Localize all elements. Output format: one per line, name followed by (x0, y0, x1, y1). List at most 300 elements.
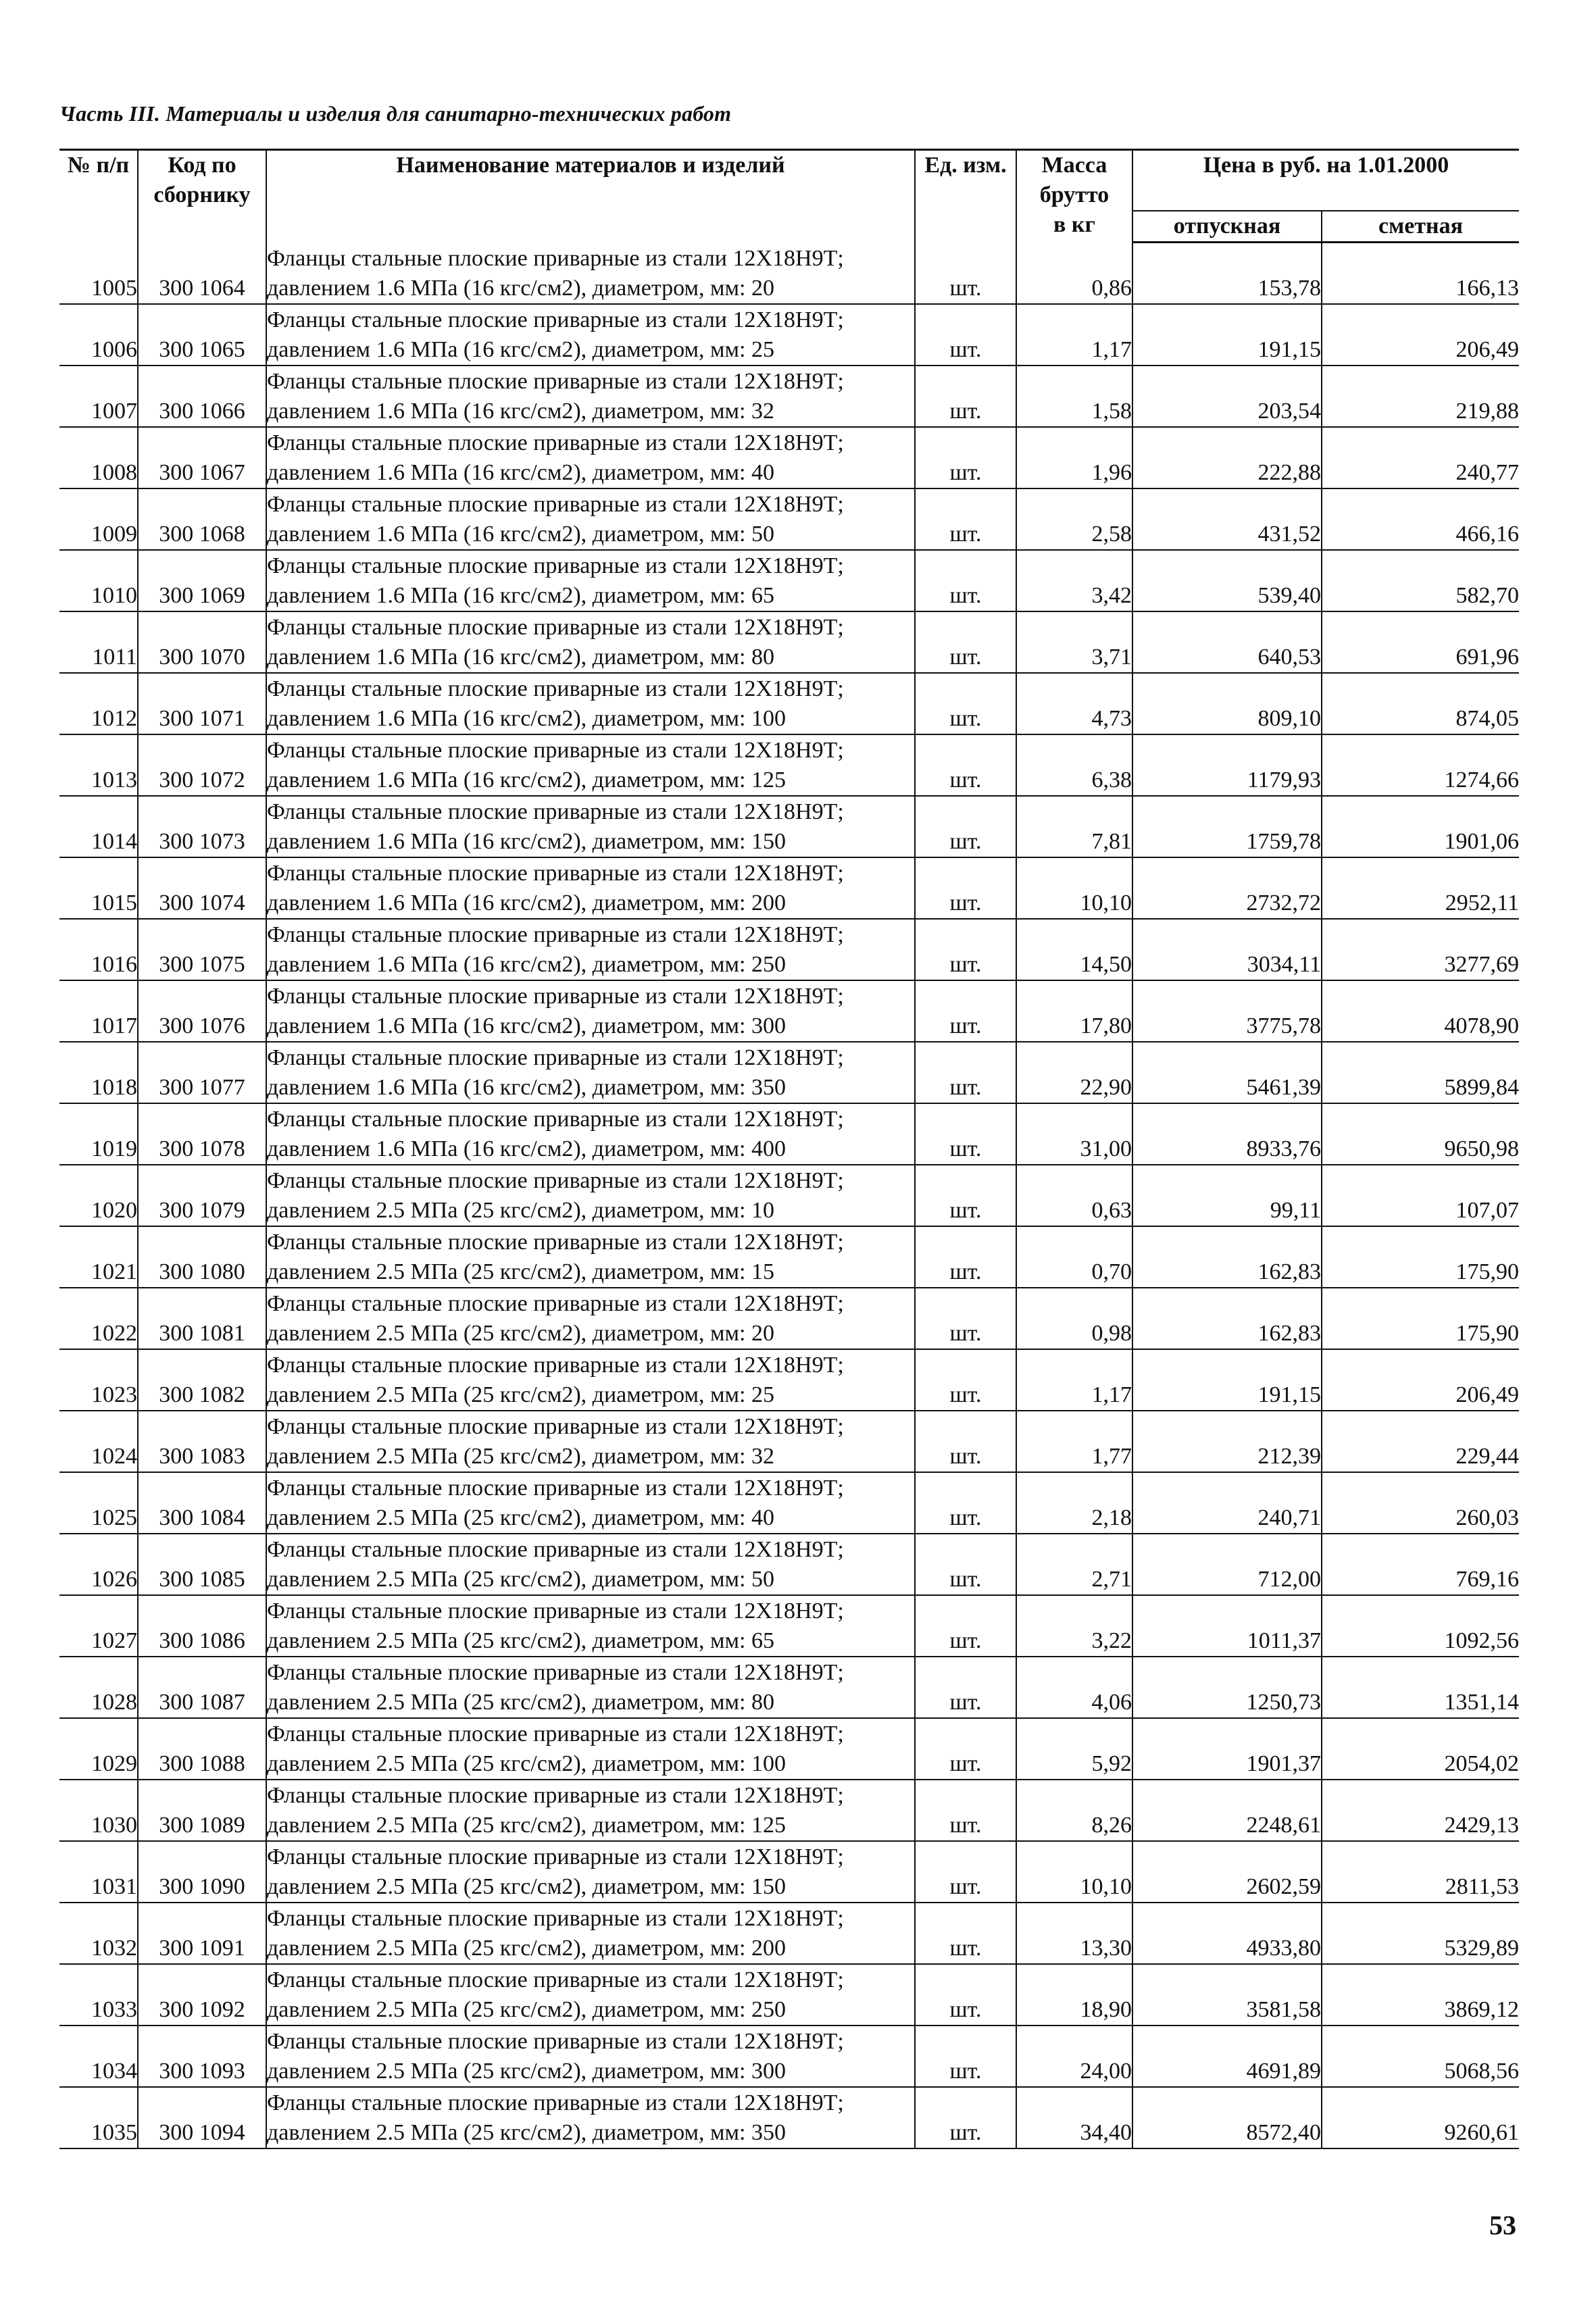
row-mass: 7,81 (1016, 796, 1132, 857)
row-name (266, 1103, 915, 1165)
row-unit: шт. (915, 1472, 1016, 1534)
row-name-line-2: давлением 2.5 МПа (25 кгс/см2), диаметром, мм: 10 (267, 1197, 774, 1223)
col-header-price-release: отпускная (1132, 211, 1322, 243)
row-price-release: 2602,59 (1132, 1841, 1322, 1903)
row-name-line-1: Фланцы стальные плоские приварные из стали 12Х18Н9Т; (267, 1536, 844, 1562)
row-price-estimate: 2952,11 (1322, 857, 1519, 919)
row-name-line-2: давлением 1.6 МПа (16 кгс/см2), диаметром, мм: 125 (267, 767, 786, 793)
row-number: 1022 (59, 1288, 138, 1349)
row-number: 1011 (59, 611, 138, 673)
table-row (59, 2087, 1519, 2148)
row-number: 1005 (59, 243, 138, 304)
row-mass: 13,30 (1016, 1903, 1132, 1964)
row-price-estimate: 107,07 (1322, 1165, 1519, 1226)
row-name (266, 1657, 915, 1718)
row-name (266, 1472, 915, 1534)
row-number: 1030 (59, 1780, 138, 1841)
col-header-num: № п/п (59, 150, 138, 243)
row-code: 300 1078 (138, 1103, 266, 1165)
row-unit: шт. (915, 1042, 1016, 1103)
row-name-line-2: давлением 2.5 МПа (25 кгс/см2), диаметром, мм: 250 (267, 1996, 786, 2022)
row-number: 1018 (59, 1042, 138, 1103)
row-number: 1008 (59, 427, 138, 488)
row-unit: шт. (915, 980, 1016, 1042)
row-name (266, 1226, 915, 1288)
row-code: 300 1074 (138, 857, 266, 919)
row-price-release: 203,54 (1132, 366, 1322, 427)
row-number: 1007 (59, 366, 138, 427)
row-price-release: 4933,80 (1132, 1903, 1322, 1964)
row-name-line-1: Фланцы стальные плоские приварные из стали 12Х18Н9Т; (267, 491, 844, 517)
row-name (266, 919, 915, 980)
row-unit: шт. (915, 1780, 1016, 1841)
row-mass: 34,40 (1016, 2087, 1132, 2148)
row-name (266, 1718, 915, 1780)
col-header-mass: Масса брутто в кг (1016, 150, 1132, 243)
row-mass: 3,42 (1016, 550, 1132, 611)
row-mass: 22,90 (1016, 1042, 1132, 1103)
row-name-line-1: Фланцы стальные плоские приварные из стали 12Х18Н9Т; (267, 799, 844, 824)
row-name (266, 980, 915, 1042)
row-price-release: 222,88 (1132, 427, 1322, 488)
row-price-release: 3775,78 (1132, 980, 1322, 1042)
row-price-estimate: 874,05 (1322, 673, 1519, 734)
row-name-line-2: давлением 2.5 МПа (25 кгс/см2), диаметром, мм: 50 (267, 1566, 774, 1592)
row-name (266, 488, 915, 550)
row-price-estimate: 2429,13 (1322, 1780, 1519, 1841)
row-price-estimate: 175,90 (1322, 1226, 1519, 1288)
row-price-release: 99,11 (1132, 1165, 1322, 1226)
row-price-estimate: 769,16 (1322, 1534, 1519, 1595)
row-unit: шт. (915, 611, 1016, 673)
table-row (59, 611, 1519, 673)
row-price-release: 3034,11 (1132, 919, 1322, 980)
row-code: 300 1084 (138, 1472, 266, 1534)
row-code: 300 1090 (138, 1841, 266, 1903)
table-row (59, 919, 1519, 980)
row-mass: 18,90 (1016, 1964, 1132, 2026)
table-row (59, 1165, 1519, 1226)
row-price-release: 240,71 (1132, 1472, 1322, 1534)
table-header (59, 150, 1519, 243)
table-row (59, 980, 1519, 1042)
row-price-estimate: 5068,56 (1322, 2026, 1519, 2087)
row-mass: 0,86 (1016, 243, 1132, 304)
row-unit: шт. (915, 1964, 1016, 2026)
row-code: 300 1071 (138, 673, 266, 734)
table-row (59, 1841, 1519, 1903)
table-row (59, 1534, 1519, 1595)
row-mass: 2,58 (1016, 488, 1132, 550)
row-unit: шт. (915, 243, 1016, 304)
row-mass: 3,22 (1016, 1595, 1132, 1657)
table-row (59, 488, 1519, 550)
row-number: 1024 (59, 1411, 138, 1472)
table-row (59, 1595, 1519, 1657)
row-name-line-1: Фланцы стальные плоские приварные из стали 12Х18Н9Т; (267, 676, 844, 701)
row-price-estimate: 219,88 (1322, 366, 1519, 427)
row-price-estimate: 2054,02 (1322, 1718, 1519, 1780)
row-price-estimate: 9260,61 (1322, 2087, 1519, 2148)
row-name (266, 857, 915, 919)
row-mass: 5,92 (1016, 1718, 1132, 1780)
row-name-line-2: давлением 1.6 МПа (16 кгс/см2), диаметром, мм: 20 (267, 275, 774, 301)
table-row (59, 857, 1519, 919)
row-name (266, 2026, 915, 2087)
col-header-price-estimate: сметная (1322, 211, 1519, 243)
col-header-code: Код по сборнику (138, 150, 266, 243)
table-row (59, 243, 1519, 304)
row-price-estimate: 1274,66 (1322, 734, 1519, 796)
row-name-line-1: Фланцы стальные плоские приварные из стали 12Х18Н9Т; (267, 1290, 844, 1316)
row-name-line-2: давлением 1.6 МПа (16 кгс/см2), диаметром, мм: 32 (267, 398, 774, 424)
row-price-release: 8933,76 (1132, 1103, 1322, 1165)
row-name-line-1: Фланцы стальные плоские приварные из стали 12Х18Н9Т; (267, 737, 844, 763)
row-mass: 14,50 (1016, 919, 1132, 980)
table-row (59, 796, 1519, 857)
row-name (266, 243, 915, 304)
row-unit: шт. (915, 1595, 1016, 1657)
row-price-estimate: 5329,89 (1322, 1903, 1519, 1964)
table-row (59, 1411, 1519, 1472)
row-number: 1027 (59, 1595, 138, 1657)
row-price-estimate: 166,13 (1322, 243, 1519, 304)
row-unit: шт. (915, 1903, 1016, 1964)
table-row (59, 1903, 1519, 1964)
row-price-estimate: 260,03 (1322, 1472, 1519, 1534)
row-price-release: 1759,78 (1132, 796, 1322, 857)
row-name-line-1: Фланцы стальные плоские приварные из стали 12Х18Н9Т; (267, 983, 844, 1009)
row-name-line-2: давлением 1.6 МПа (16 кгс/см2), диаметром, мм: 25 (267, 336, 774, 362)
row-name-line-2: давлением 2.5 МПа (25 кгс/см2), диаметром, мм: 125 (267, 1812, 786, 1838)
row-price-estimate: 1351,14 (1322, 1657, 1519, 1718)
row-mass: 1,58 (1016, 366, 1132, 427)
row-mass: 1,96 (1016, 427, 1132, 488)
row-price-release: 8572,40 (1132, 2087, 1322, 2148)
row-price-estimate: 5899,84 (1322, 1042, 1519, 1103)
row-price-release: 191,15 (1132, 1349, 1322, 1411)
table-row (59, 1964, 1519, 2026)
row-name (266, 1964, 915, 2026)
row-unit: шт. (915, 427, 1016, 488)
row-code: 300 1076 (138, 980, 266, 1042)
row-name-line-2: давлением 2.5 МПа (25 кгс/см2), диаметром, мм: 15 (267, 1259, 774, 1284)
row-unit: шт. (915, 304, 1016, 366)
row-number: 1014 (59, 796, 138, 857)
row-name-line-1: Фланцы стальные плоские приварные из стали 12Х18Н9Т; (267, 368, 844, 394)
row-name-line-2: давлением 2.5 МПа (25 кгс/см2), диаметром, мм: 40 (267, 1505, 774, 1530)
table-row (59, 1288, 1519, 1349)
row-price-release: 2732,72 (1132, 857, 1322, 919)
row-code: 300 1086 (138, 1595, 266, 1657)
row-number: 1013 (59, 734, 138, 796)
row-name (266, 1042, 915, 1103)
col-header-price-group: Цена в руб. на 1.01.2000 (1132, 150, 1519, 211)
row-unit: шт. (915, 1534, 1016, 1595)
col-header-name: Наименование материалов и изделий (266, 150, 915, 243)
row-name (266, 673, 915, 734)
row-mass: 1,77 (1016, 1411, 1132, 1472)
row-code: 300 1087 (138, 1657, 266, 1718)
row-name-line-1: Фланцы стальные плоские приварные из стали 12Х18Н9Т; (267, 614, 844, 640)
row-name-line-2: давлением 1.6 МПа (16 кгс/см2), диаметром, мм: 50 (267, 521, 774, 547)
row-number: 1035 (59, 2087, 138, 2148)
row-unit: шт. (915, 1657, 1016, 1718)
row-number: 1017 (59, 980, 138, 1042)
row-unit: шт. (915, 1288, 1016, 1349)
row-name-line-2: давлением 2.5 МПа (25 кгс/см2), диаметром, мм: 300 (267, 2058, 786, 2084)
row-name-line-2: давлением 2.5 МПа (25 кгс/см2), диаметром, мм: 25 (267, 1382, 774, 1407)
row-price-release: 1901,37 (1132, 1718, 1322, 1780)
row-name-line-1: Фланцы стальные плоские приварные из стали 12Х18Н9Т; (267, 245, 844, 271)
row-number: 1015 (59, 857, 138, 919)
row-unit: шт. (915, 488, 1016, 550)
row-mass: 0,98 (1016, 1288, 1132, 1349)
row-name-line-2: давлением 2.5 МПа (25 кгс/см2), диаметром, мм: 100 (267, 1751, 786, 1776)
row-code: 300 1067 (138, 427, 266, 488)
row-name (266, 796, 915, 857)
row-name (266, 1595, 915, 1657)
row-name-line-1: Фланцы стальные плоские приварные из стали 12Х18Н9Т; (267, 922, 844, 947)
row-unit: шт. (915, 1103, 1016, 1165)
row-number: 1023 (59, 1349, 138, 1411)
row-name-line-2: давлением 1.6 МПа (16 кгс/см2), диаметром, мм: 400 (267, 1136, 786, 1161)
table-row (59, 1780, 1519, 1841)
row-mass: 4,73 (1016, 673, 1132, 734)
row-number: 1033 (59, 1964, 138, 2026)
row-code: 300 1092 (138, 1964, 266, 2026)
row-code: 300 1089 (138, 1780, 266, 1841)
row-price-release: 431,52 (1132, 488, 1322, 550)
row-name (266, 304, 915, 366)
row-code: 300 1069 (138, 550, 266, 611)
row-name-line-1: Фланцы стальные плоские приварные из стали 12Х18Н9Т; (267, 1598, 844, 1624)
row-price-release: 1250,73 (1132, 1657, 1322, 1718)
row-price-release: 712,00 (1132, 1534, 1322, 1595)
row-mass: 10,10 (1016, 1841, 1132, 1903)
table-row (59, 1349, 1519, 1411)
row-name-line-1: Фланцы стальные плоские приварные из стали 12Х18Н9Т; (267, 2028, 844, 2054)
row-price-release: 1179,93 (1132, 734, 1322, 796)
row-unit: шт. (915, 550, 1016, 611)
table-row (59, 734, 1519, 796)
row-unit: шт. (915, 919, 1016, 980)
row-name (266, 1165, 915, 1226)
row-price-estimate: 206,49 (1322, 1349, 1519, 1411)
row-name-line-2: давлением 2.5 МПа (25 кгс/см2), диаметром, мм: 65 (267, 1628, 774, 1653)
row-name-line-1: Фланцы стальные плоские приварные из стали 12Х18Н9Т; (267, 1106, 844, 1132)
row-code: 300 1065 (138, 304, 266, 366)
row-price-release: 4691,89 (1132, 2026, 1322, 2087)
row-price-estimate: 229,44 (1322, 1411, 1519, 1472)
row-price-estimate: 4078,90 (1322, 980, 1519, 1042)
row-code: 300 1088 (138, 1718, 266, 1780)
row-number: 1026 (59, 1534, 138, 1595)
row-unit: шт. (915, 1841, 1016, 1903)
row-name-line-2: давлением 2.5 МПа (25 кгс/см2), диаметром, мм: 32 (267, 1443, 774, 1469)
row-number: 1021 (59, 1226, 138, 1288)
row-price-release: 162,83 (1132, 1288, 1322, 1349)
row-mass: 3,71 (1016, 611, 1132, 673)
row-name (266, 1841, 915, 1903)
row-name-line-1: Фланцы стальные плоские приварные из стали 12Х18Н9Т; (267, 1045, 844, 1070)
row-price-estimate: 466,16 (1322, 488, 1519, 550)
row-price-release: 640,53 (1132, 611, 1322, 673)
row-mass: 2,18 (1016, 1472, 1132, 1534)
row-mass: 6,38 (1016, 734, 1132, 796)
row-name (266, 1349, 915, 1411)
table-row (59, 1226, 1519, 1288)
row-name (266, 1534, 915, 1595)
row-price-estimate: 2811,53 (1322, 1841, 1519, 1903)
row-name-line-1: Фланцы стальные плоские приварные из стали 12Х18Н9Т; (267, 2090, 844, 2115)
row-name-line-2: давлением 2.5 МПа (25 кгс/см2), диаметром, мм: 20 (267, 1320, 774, 1346)
row-mass: 31,00 (1016, 1103, 1132, 1165)
row-price-estimate: 582,70 (1322, 550, 1519, 611)
row-unit: шт. (915, 796, 1016, 857)
row-price-estimate: 206,49 (1322, 304, 1519, 366)
row-number: 1016 (59, 919, 138, 980)
row-price-release: 809,10 (1132, 673, 1322, 734)
row-price-release: 2248,61 (1132, 1780, 1322, 1841)
row-name-line-1: Фланцы стальные плоские приварные из стали 12Х18Н9Т; (267, 1905, 844, 1931)
row-code: 300 1075 (138, 919, 266, 980)
row-price-release: 3581,58 (1132, 1964, 1322, 2026)
row-name-line-2: давлением 1.6 МПа (16 кгс/см2), диаметром, мм: 300 (267, 1013, 786, 1038)
row-code: 300 1072 (138, 734, 266, 796)
row-number: 1034 (59, 2026, 138, 2087)
col-header-unit: Ед. изм. (915, 150, 1016, 243)
row-number: 1028 (59, 1657, 138, 1718)
row-code: 300 1083 (138, 1411, 266, 1472)
row-unit: шт. (915, 857, 1016, 919)
row-name-line-2: давлением 1.6 МПа (16 кгс/см2), диаметром, мм: 65 (267, 582, 774, 608)
row-unit: шт. (915, 1165, 1016, 1226)
row-code: 300 1077 (138, 1042, 266, 1103)
row-mass: 10,10 (1016, 857, 1132, 919)
row-number: 1025 (59, 1472, 138, 1534)
row-code: 300 1064 (138, 243, 266, 304)
row-code: 300 1073 (138, 796, 266, 857)
row-name-line-2: давлением 2.5 МПа (25 кгс/см2), диаметром, мм: 80 (267, 1689, 774, 1715)
row-name (266, 611, 915, 673)
row-unit: шт. (915, 1718, 1016, 1780)
table-row (59, 1103, 1519, 1165)
row-unit: шт. (915, 2026, 1016, 2087)
row-unit: шт. (915, 673, 1016, 734)
row-code: 300 1080 (138, 1226, 266, 1288)
row-unit: шт. (915, 1411, 1016, 1472)
row-price-estimate: 9650,98 (1322, 1103, 1519, 1165)
row-price-release: 162,83 (1132, 1226, 1322, 1288)
row-code: 300 1070 (138, 611, 266, 673)
row-name (266, 734, 915, 796)
row-name-line-1: Фланцы стальные плоские приварные из стали 12Х18Н9Т; (267, 1229, 844, 1255)
row-mass: 17,80 (1016, 980, 1132, 1042)
page-number: 53 (1489, 2210, 1516, 2240)
row-name-line-1: Фланцы стальные плоские приварные из стали 12Х18Н9Т; (267, 1167, 844, 1193)
row-code: 300 1081 (138, 1288, 266, 1349)
row-name-line-2: давлением 2.5 МПа (25 кгс/см2), диаметром, мм: 150 (267, 1873, 786, 1899)
row-price-estimate: 3869,12 (1322, 1964, 1519, 2026)
table-row (59, 1042, 1519, 1103)
table-row (59, 550, 1519, 611)
row-name-line-1: Фланцы стальные плоские приварные из стали 12Х18Н9Т; (267, 1413, 844, 1439)
row-code: 300 1093 (138, 2026, 266, 2087)
row-price-estimate: 691,96 (1322, 611, 1519, 673)
table-row (59, 1657, 1519, 1718)
row-name-line-2: давлением 1.6 МПа (16 кгс/см2), диаметром, мм: 40 (267, 459, 774, 485)
row-price-estimate: 175,90 (1322, 1288, 1519, 1349)
row-code: 300 1066 (138, 366, 266, 427)
row-name-line-2: давлением 1.6 МПа (16 кгс/см2), диаметром, мм: 80 (267, 644, 774, 670)
row-name-line-2: давлением 2.5 МПа (25 кгс/см2), диаметром, мм: 350 (267, 2119, 786, 2145)
row-name-line-1: Фланцы стальные плоские приварные из стали 12Х18Н9Т; (267, 1475, 844, 1501)
row-name-line-2: давлением 1.6 МПа (16 кгс/см2), диаметром, мм: 200 (267, 890, 786, 915)
row-number: 1032 (59, 1903, 138, 1964)
row-unit: шт. (915, 1349, 1016, 1411)
row-number: 1006 (59, 304, 138, 366)
row-mass: 8,26 (1016, 1780, 1132, 1841)
row-name-line-1: Фланцы стальные плоские приварные из стали 12Х18Н9Т; (267, 1967, 844, 1992)
row-number: 1029 (59, 1718, 138, 1780)
row-name-line-1: Фланцы стальные плоские приварные из стали 12Х18Н9Т; (267, 553, 844, 578)
row-price-release: 212,39 (1132, 1411, 1322, 1472)
row-mass: 0,63 (1016, 1165, 1132, 1226)
row-code: 300 1085 (138, 1534, 266, 1595)
row-name-line-2: давлением 1.6 МПа (16 кгс/см2), диаметром, мм: 250 (267, 951, 786, 977)
row-name-line-2: давлением 1.6 МПа (16 кгс/см2), диаметром, мм: 100 (267, 705, 786, 731)
row-price-release: 1011,37 (1132, 1595, 1322, 1657)
row-number: 1010 (59, 550, 138, 611)
row-mass: 4,06 (1016, 1657, 1132, 1718)
row-price-release: 539,40 (1132, 550, 1322, 611)
row-price-release: 191,15 (1132, 304, 1322, 366)
row-name (266, 427, 915, 488)
price-table (59, 149, 1519, 2149)
row-name-line-1: Фланцы стальные плоские приварные из стали 12Х18Н9Т; (267, 430, 844, 455)
row-name (266, 1780, 915, 1841)
row-code: 300 1094 (138, 2087, 266, 2148)
row-name-line-1: Фланцы стальные плоские приварные из стали 12Х18Н9Т; (267, 1659, 844, 1685)
row-name (266, 2087, 915, 2148)
row-name-line-1: Фланцы стальные плоские приварные из стали 12Х18Н9Т; (267, 1352, 844, 1378)
row-price-estimate: 3277,69 (1322, 919, 1519, 980)
row-unit: шт. (915, 734, 1016, 796)
row-code: 300 1082 (138, 1349, 266, 1411)
row-number: 1012 (59, 673, 138, 734)
page-header: Часть III. Материалы и изделия для санитарно-технических работ (59, 101, 732, 126)
row-name-line-1: Фланцы стальные плоские приварные из стали 12Х18Н9Т; (267, 1782, 844, 1808)
row-mass: 1,17 (1016, 304, 1132, 366)
row-name-line-1: Фланцы стальные плоские приварные из стали 12Х18Н9Т; (267, 1844, 844, 1869)
table-row (59, 673, 1519, 734)
row-name (266, 1903, 915, 1964)
table-row (59, 1472, 1519, 1534)
row-price-estimate: 1092,56 (1322, 1595, 1519, 1657)
row-number: 1009 (59, 488, 138, 550)
table-body (59, 243, 1519, 2148)
row-code: 300 1079 (138, 1165, 266, 1226)
row-name (266, 1288, 915, 1349)
row-number: 1019 (59, 1103, 138, 1165)
table-row (59, 427, 1519, 488)
row-mass: 1,17 (1016, 1349, 1132, 1411)
table-row (59, 366, 1519, 427)
table-row (59, 2026, 1519, 2087)
table-row (59, 1718, 1519, 1780)
row-mass: 2,71 (1016, 1534, 1132, 1595)
